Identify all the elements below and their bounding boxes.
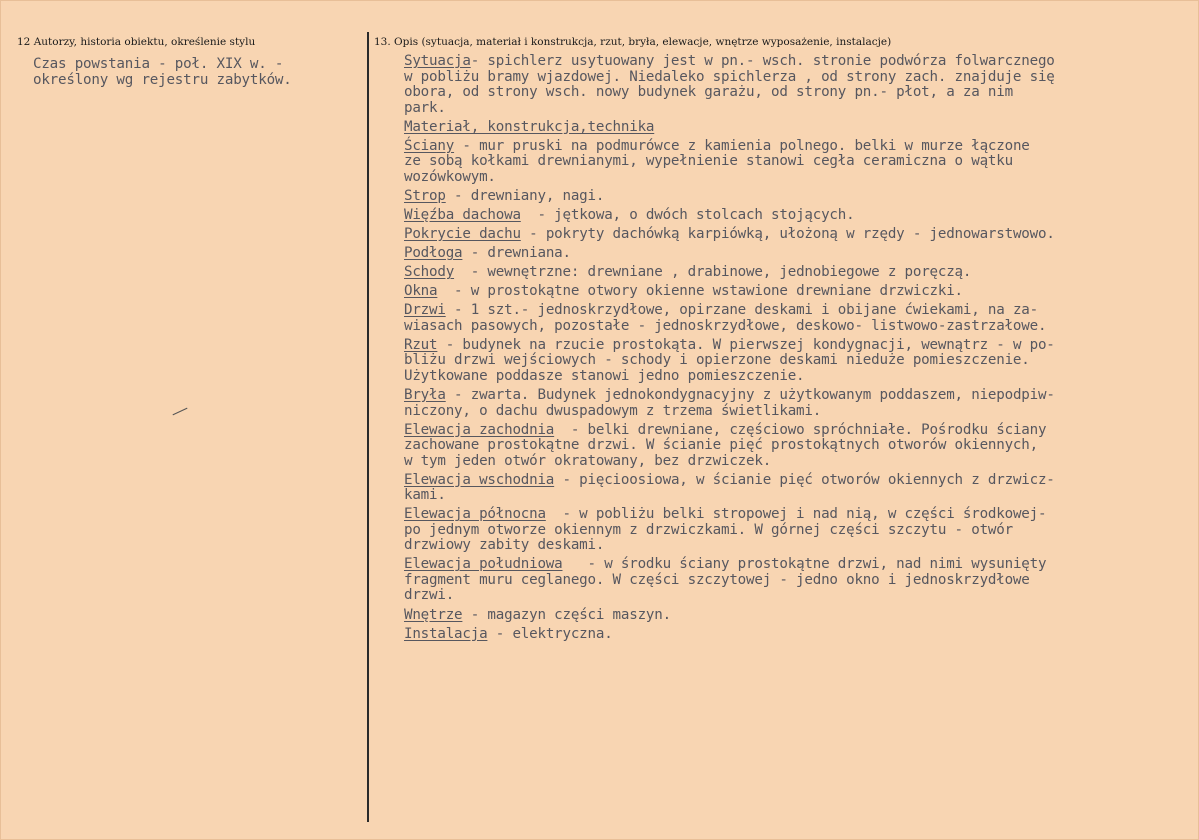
description-line [404,538,1194,554]
line-text: - pokryty dachówką karpiówką, ułożoną w rzędy - jednowarstwowo. [520,225,1055,242]
description-paragraph [404,423,1194,470]
description-line [404,507,1194,523]
line-text: - mur pruski na podmurówce z kamienia polnego. belki w murze łączone [454,137,1030,154]
line-text: bliżu drzwi wejściowych - schody i opierzone deskami nieduże pomieszczenie. [404,352,1030,369]
description-paragraph [404,557,1194,604]
line-text: - budynek na rzucie prostokąta. W pierwszej kondygnacji, wewnątrz - w po- [437,336,1055,353]
description-line [404,170,1194,186]
description-paragraph [404,338,1194,385]
paragraph-label: Podłoga [404,245,463,262]
line-text: - w środku ściany prostokątne drzwi, nad nimi wysunięty [562,556,1047,573]
description-line [404,227,1194,243]
description-line [404,284,1194,300]
line-text: w pobliżu bramy wjazdowej. Niedaleko spichlerza , od strony zach. znajduje się [404,68,1055,85]
description-line [404,139,1194,155]
paragraph-label: Sytuacja [404,53,471,69]
description-paragraph [404,246,1194,262]
section-12-line: określony wg rejestru zabytków. [33,71,292,88]
description-paragraph [404,265,1194,281]
description-paragraph [404,303,1194,334]
paragraph-label: Elewacja północna [404,506,546,523]
section-12-text [33,57,358,88]
description-line [404,588,1194,604]
line-text: park. [404,99,446,116]
description-line [404,208,1194,224]
line-text: - zwarta. Budynek jednokondygnacyjny z użytkowanym poddaszem, niepodpiw- [445,387,1055,404]
line-text: - pięcioosiowa, w ścianie pięć otworów okiennych z drzwicz- [554,471,1055,488]
description-line [404,488,1194,504]
line-text: ze sobą kołkami drewnianymi, wypełnienie stanowi cegła ceramiczna o wątku [404,153,1013,170]
description-line [404,70,1194,86]
description-line [404,573,1194,589]
line-text: obora, od strony wsch. nowy budynek garażu, od strony pn.- płot, a za nim [404,84,1013,100]
description-line [404,338,1194,354]
description-paragraph [404,227,1194,243]
paragraph-label: Instalacja [404,625,488,642]
paragraph-label: Okna [404,283,438,300]
line-text: Użytkowane poddasze stanowi jedno pomieszczenie. [404,367,805,384]
paragraph-label: Materiał, konstrukcja,technika [404,118,655,135]
paragraph-label: Ściany [404,137,455,154]
paragraph-label: Wnętrze [404,606,463,623]
paragraph-label: Elewacja południowa [404,556,563,573]
column-divider [367,32,369,822]
line-text: - w prostokątne otwory okienne wstawione drewniane drzwiczki. [437,283,963,300]
description-paragraph [404,627,1194,643]
description-line [404,303,1194,319]
description-line [404,627,1194,643]
description-line [404,438,1194,454]
description-paragraph [404,189,1194,205]
description-line [404,54,1194,70]
paragraph-label: Drzwi [404,302,446,319]
description-paragraph [404,388,1194,419]
description-line [404,523,1194,539]
paragraph-label: Schody [404,264,455,281]
description-line [404,101,1194,117]
description-line [404,189,1194,205]
line-text: - 1 szt.- jednoskrzydłowe, opirzane deskami i obijane ćwiekami, na za- [445,302,1038,319]
section-12-heading: 12 Autorzy, historia obiektu, określenie stylu [17,36,256,48]
line-text: - drewniana. [462,245,571,262]
line-text: drzwiowy zabity deskami. [404,537,605,554]
description-line [404,454,1194,470]
line-text: - magazyn części maszyn. [462,606,671,623]
description-line [404,473,1194,489]
paragraph-label: Elewacja wschodnia [404,471,555,488]
line-text: kami. [404,487,446,504]
description-line [404,120,1194,136]
paragraph-label: Elewacja zachodnia [404,421,555,438]
description-line [404,557,1194,573]
paragraph-label: Bryła [404,387,446,404]
description-line [404,388,1194,404]
line-text: wiasach pasowych, pozostałe - jednoskrzydłowe, deskowo- listwowo-zastrzałowe. [404,317,1047,334]
description-line [404,246,1194,262]
section-13-heading: 13. Opis (sytuacja, materiał i konstrukcja, rzut, bryła, elewacje, wnętrze wyposażenie, instalacje) [374,36,892,48]
section-13-text [404,54,1194,646]
description-paragraph [404,284,1194,300]
description-line [404,369,1194,385]
paragraph-label: Więźba dachowa [404,206,521,223]
line-text: po jednym otworze okiennym z drzwiczkami. W górnej części szczytu - otwór [404,521,1013,538]
description-line [404,319,1194,335]
line-text: niczony, o dachu dwuspadowym z trzema świetlikami. [404,402,822,419]
line-text: w tym jeden otwór okratowany, bez drzwiczek. [404,452,772,469]
line-text: - w pobliżu belki stropowej i nad nią, w części środkowej- [545,506,1047,523]
description-line [404,154,1194,170]
description-paragraph [404,54,1194,116]
line-text: - wewnętrzne: drewniane , drabinowe, jednobiegowe z poręczą. [454,264,972,281]
description-line [404,85,1194,101]
paragraph-label: Rzut [404,336,438,353]
description-paragraph [404,473,1194,504]
section-12-line: Czas powstania - poł. XIX w. - [33,56,284,72]
paragraph-label: Pokrycie dachu [404,225,521,242]
line-text: - belki drewniane, częściowo spróchniałe. Pośrodku ściany [554,421,1047,438]
line-text: - elektryczna. [487,625,613,642]
line-text: - jętkowa, o dwóch stolcach stojących. [520,206,855,223]
description-line [404,404,1194,420]
description-paragraph [404,120,1194,136]
description-line [404,423,1194,439]
line-text: - drewniany, nagi. [445,187,605,204]
description-line [404,608,1194,624]
line-text: zachowane prostokątne drzwi. W ścianie pięć prostokątnych otworów okiennych, [404,437,1038,454]
description-line [404,353,1194,369]
line-text: drzwi. [404,587,455,604]
description-paragraph [404,208,1194,224]
description-paragraph [404,608,1194,624]
line-text: wozówkowym. [404,168,496,185]
line-text: - spichlerz usytuowany jest w pn.- wsch. stronie podwórza folwarcznego [470,53,1055,69]
description-line [404,265,1194,281]
description-paragraph [404,507,1194,554]
description-paragraph [404,139,1194,186]
line-text: fragment muru ceglanego. W części szczytowej - jedno okno i jednoskrzydłowe [404,571,1030,588]
paragraph-label: Strop [404,187,446,204]
pencil-mark [173,408,188,416]
